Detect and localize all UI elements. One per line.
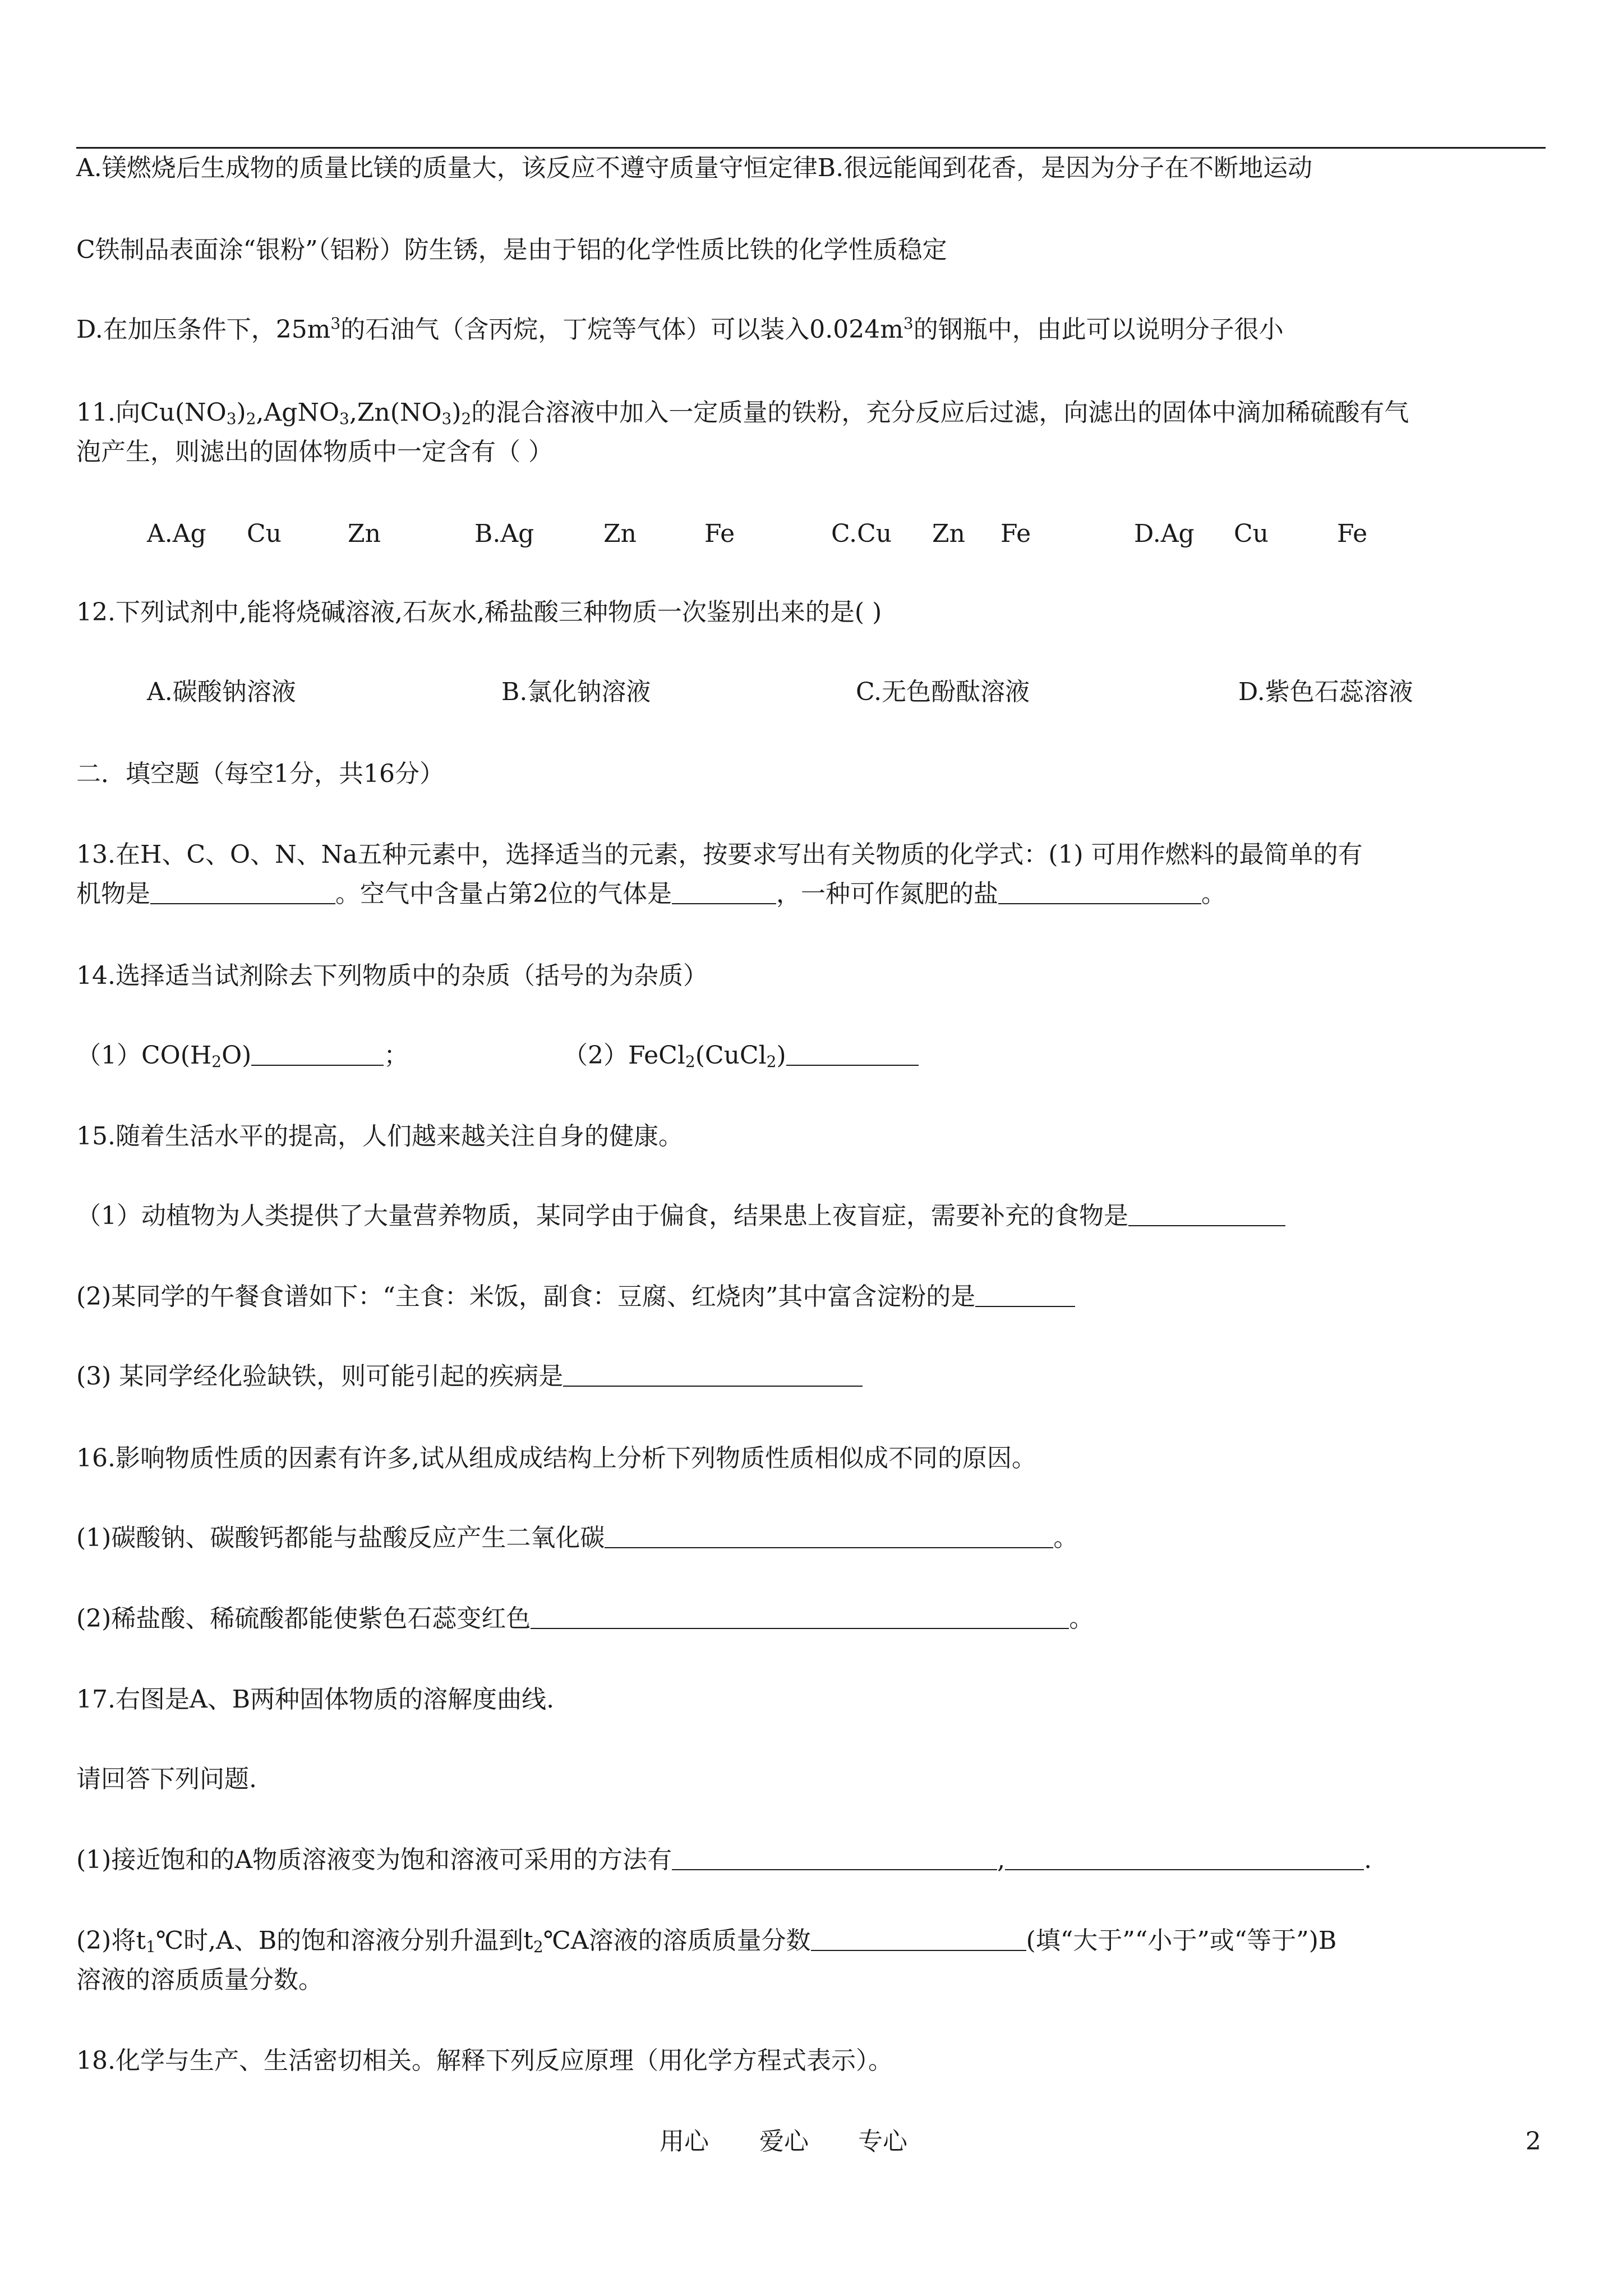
q16-item-1: (1)碳酸钠、碳酸钙都能与盐酸反应产生二氧化碳 。 <box>76 1524 1078 1552</box>
q10-option-c: C铁制品表面涂“银粉”（铝粉）防生锈，是由于铝的化学性质比铁的化学性质稳定 <box>76 236 947 264</box>
answer-blank[interactable] <box>1128 1202 1285 1226</box>
footer-word-2: 爱心 <box>759 2127 809 2156</box>
q11-option-a-2: Cu <box>247 519 282 548</box>
answer-blank[interactable] <box>150 880 335 904</box>
q17-stem: 17.右图是A、B两种固体物质的溶解度曲线. <box>76 1685 555 1714</box>
q12-stem: 12.下列试剂中,能将烧碱溶液,石灰水,稀盐酸三种物质一次鉴别出来的是( ) <box>76 598 882 627</box>
q11-option-b-3: Fe <box>704 519 735 548</box>
page-number: 2 <box>1525 2127 1541 2156</box>
q12-option-c: C.无色酚酞溶液 <box>856 678 1030 706</box>
q11-option-a-1: A.Ag <box>147 519 206 548</box>
answer-blank[interactable] <box>531 1604 1069 1629</box>
header-rule <box>76 147 1546 149</box>
answer-blank[interactable] <box>605 1524 1053 1548</box>
q11-option-d-2: Cu <box>1234 519 1269 548</box>
answer-blank[interactable] <box>251 1041 384 1066</box>
answer-blank[interactable] <box>998 880 1201 904</box>
q11-option-b-1: B.Ag <box>474 519 534 548</box>
q11-option-b-2: Zn <box>603 519 637 548</box>
q14-stem: 14.选择适当试剂除去下列物质中的杂质（括号的为杂质） <box>76 961 708 990</box>
q17-item-2: (2)将$t_1℃$时,A、B的饱和溶液分别升温到$t_2℃A$溶液的溶质质量分数 (填“大于”“小于”或“等于”)B <box>76 1926 1337 1956</box>
q10-options-ab <box>76 151 1312 185</box>
q14-item-2: （2）FeCl$_2$(CuCl$_2$) <box>563 1039 919 1073</box>
q17-item-2-line2: 溶液的溶质质量分数。 <box>76 1966 323 1994</box>
answer-blank[interactable] <box>811 1926 1026 1951</box>
answer-blank[interactable] <box>786 1041 919 1066</box>
q17-item-1: (1)接近饱和的A物质溶液变为饱和溶液可采用的方法有 , . <box>76 1846 1372 1874</box>
footer-word-1: 用心 <box>660 2127 709 2156</box>
q14-item-1: $(1)CO(H_2O)$ ； <box>76 1041 409 1071</box>
q10-option-a: A.镁燃烧后生成物的质量比镁的质量大，该反应不遵守质量守恒定律 <box>76 154 818 182</box>
q12-option-d: D.紫色石蕊溶液 <box>1238 678 1413 706</box>
footer-word-3: 专心 <box>858 2127 907 2156</box>
q18-stem: 18.化学与生产、生活密切相关。解释下列反应原理（用化学方程式表示）。 <box>76 2046 893 2075</box>
q15-item-2: (2)某同学的午餐食谱如下：“主食：米饭，副食：豆腐、红烧肉”其中富含淀粉的是 <box>76 1280 1075 1314</box>
q11-option-c-3: Fe <box>1000 519 1031 548</box>
q16-item-2: (2)稀盐酸、稀硫酸都能使紫色石蕊变红色 。 <box>76 1604 1094 1633</box>
q11-option-d-1: D.Ag <box>1134 519 1195 548</box>
q11-option-c-2: Zn <box>932 519 965 548</box>
q11-stem-line2: 泡产生，则滤出的固体物质中一定含有（ ） <box>76 438 553 466</box>
q10-option-d: D.在加压条件下，$25m^3$的石油气（含丙烷，丁烷等气体）可以装入$0.024m^3$的钢瓶中，由此可以说明分子很小 <box>76 314 1284 344</box>
q13-stem-line2: 机物是 。空气中含量占第2位的气体是 ，一种可作氮肥的盐 。 <box>76 880 1226 908</box>
q10-option-b: B.很远能闻到花香，是因为分子在不断地运动 <box>817 154 1313 182</box>
q12-option-b: B.氯化钠溶液 <box>501 678 651 706</box>
q11-option-d-3: Fe <box>1337 519 1368 548</box>
answer-blank[interactable] <box>975 1282 1075 1307</box>
answer-blank[interactable] <box>672 1846 997 1870</box>
answer-blank[interactable] <box>563 1362 863 1387</box>
q11-stem: 11.向$Cu(NO_3)_2,AgNO_3,Zn(NO_3)_2$的混合溶液中加入一定质量的铁粉，充分反应后过滤，向滤出的固体中滴加稀硫酸有气 <box>76 398 1409 428</box>
q13-stem: 13.在H、C、O、N、Na五种元素中，选择适当的元素，按要求写出有关物质的化学式：(1) 可用作燃料的最简单的有 <box>76 840 1363 869</box>
q15-stem: 15.随着生活水平的提高，人们越来越关注自身的健康。 <box>76 1122 683 1151</box>
q15-item-3: (3) 某同学经化验缺铁，则可能引起的疾病是 <box>76 1360 863 1393</box>
answer-blank[interactable] <box>1005 1846 1364 1870</box>
q17-ask: 请回答下列问题. <box>76 1765 257 1793</box>
q11-option-c-1: C.Cu <box>831 519 892 548</box>
q11-option-a-3: Zn <box>348 519 381 548</box>
q16-stem: 16.影响物质性质的因素有许多,试从组成成结构上分析下列物质性质相似成不同的原因。 <box>76 1444 1036 1473</box>
answer-blank[interactable] <box>672 880 776 904</box>
q12-option-a: A.碳酸钠溶液 <box>147 678 296 706</box>
q15-item-1: （1）动植物为人类提供了大量营养物质，某同学由于偏食，结果患上夜盲症，需要补充的食物是 <box>76 1199 1285 1233</box>
section-heading: 二．填空题（每空1分，共16分） <box>76 760 444 788</box>
